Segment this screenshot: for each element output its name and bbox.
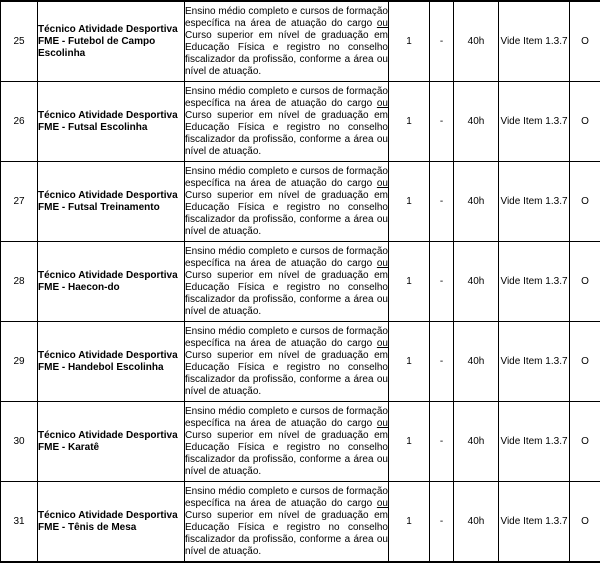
requirements-text-b: Curso superior em nível de graduação em Educação Física e registro no conselho fiscalizador da profissão, conforme a área ou nível de atuação. <box>185 350 388 397</box>
requirements-text-a: Ensino médio completo e cursos de formação específica na área de atuação do cargo <box>185 406 388 429</box>
requirements-text-a: Ensino médio completo e cursos de formação específica na área de atuação do cargo <box>185 246 388 269</box>
salary-reference: Vide Item 1.3.7 <box>499 82 570 162</box>
exam-type: O <box>570 402 600 482</box>
requirements-or: ou <box>377 338 388 349</box>
exam-type: O <box>570 242 600 322</box>
vacancies: 1 <box>389 242 430 322</box>
requirements-cell <box>185 162 389 242</box>
salary-reference: Vide Item 1.3.7 <box>499 322 570 402</box>
salary-reference: Vide Item 1.3.7 <box>499 482 570 563</box>
requirements-cell <box>185 242 389 322</box>
reserved-vacancies: - <box>430 162 454 242</box>
requirements-or: ou <box>377 258 388 269</box>
vacancies: 1 <box>389 1 430 82</box>
position-title: Técnico Atividade Desportiva FME - Handebol Escolinha <box>38 322 185 402</box>
requirements-or: ou <box>377 178 388 189</box>
requirements-text-b: Curso superior em nível de graduação em Educação Física e registro no conselho fiscalizador da profissão, conforme a área ou nível de atuação. <box>185 510 388 557</box>
table-row <box>1 162 600 242</box>
requirements-cell <box>185 1 389 82</box>
row-number: 31 <box>1 482 38 563</box>
table-row <box>1 482 600 563</box>
requirements-text-a: Ensino médio completo e cursos de formação específica na área de atuação do cargo <box>185 86 388 109</box>
table-row <box>1 1 600 82</box>
exam-type: O <box>570 482 600 563</box>
reserved-vacancies: - <box>430 482 454 563</box>
requirements-text-b: Curso superior em nível de graduação em Educação Física e registro no conselho fiscalizador da profissão, conforme a área ou nível de atuação. <box>185 110 388 157</box>
exam-type: O <box>570 82 600 162</box>
workload: 40h <box>454 482 499 563</box>
position-title: Técnico Atividade Desportiva FME - Haecon-do <box>38 242 185 322</box>
workload: 40h <box>454 242 499 322</box>
table-row <box>1 82 600 162</box>
table-row <box>1 402 600 482</box>
requirements-text-a: Ensino médio completo e cursos de formação específica na área de atuação do cargo <box>185 326 388 349</box>
requirements-text-b: Curso superior em nível de graduação em Educação Física e registro no conselho fiscalizador da profissão, conforme a área ou nível de atuação. <box>185 430 388 477</box>
workload: 40h <box>454 1 499 82</box>
salary-reference: Vide Item 1.3.7 <box>499 1 570 82</box>
exam-type: O <box>570 162 600 242</box>
requirements-text-b: Curso superior em nível de graduação em Educação Física e registro no conselho fiscalizador da profissão, conforme a área ou nível de atuação. <box>185 30 388 77</box>
row-number: 29 <box>1 322 38 402</box>
row-number: 27 <box>1 162 38 242</box>
requirements-cell <box>185 482 389 563</box>
workload: 40h <box>454 402 499 482</box>
reserved-vacancies: - <box>430 402 454 482</box>
salary-reference: Vide Item 1.3.7 <box>499 242 570 322</box>
row-number: 26 <box>1 82 38 162</box>
workload: 40h <box>454 82 499 162</box>
requirements-or: ou <box>377 18 388 29</box>
requirements-or: ou <box>377 418 388 429</box>
reserved-vacancies: - <box>430 322 454 402</box>
requirements-cell <box>185 322 389 402</box>
requirements-or: ou <box>377 498 388 509</box>
exam-type: O <box>570 1 600 82</box>
workload: 40h <box>454 162 499 242</box>
requirements-text-a: Ensino médio completo e cursos de formação específica na área de atuação do cargo <box>185 6 388 29</box>
row-number: 28 <box>1 242 38 322</box>
requirements-cell <box>185 402 389 482</box>
position-title: Técnico Atividade Desportiva FME - Karatê <box>38 402 185 482</box>
reserved-vacancies: - <box>430 1 454 82</box>
reserved-vacancies: - <box>430 82 454 162</box>
position-title: Técnico Atividade Desportiva FME - Tênis de Mesa <box>38 482 185 563</box>
exam-type: O <box>570 322 600 402</box>
reserved-vacancies: - <box>430 242 454 322</box>
vacancies: 1 <box>389 482 430 563</box>
row-number: 30 <box>1 402 38 482</box>
requirements-text-a: Ensino médio completo e cursos de formação específica na área de atuação do cargo <box>185 486 388 509</box>
requirements-text-b: Curso superior em nível de graduação em Educação Física e registro no conselho fiscalizador da profissão, conforme a área ou nível de atuação. <box>185 270 388 317</box>
table-row <box>1 242 600 322</box>
requirements-text-b: Curso superior em nível de graduação em Educação Física e registro no conselho fiscalizador da profissão, conforme a área ou nível de atuação. <box>185 190 388 237</box>
requirements-cell <box>185 82 389 162</box>
workload: 40h <box>454 322 499 402</box>
salary-reference: Vide Item 1.3.7 <box>499 402 570 482</box>
vacancies: 1 <box>389 322 430 402</box>
vacancies: 1 <box>389 82 430 162</box>
requirements-text-a: Ensino médio completo e cursos de formação específica na área de atuação do cargo <box>185 166 388 189</box>
position-title: Técnico Atividade Desportiva FME - Futsal Treinamento <box>38 162 185 242</box>
row-number: 25 <box>1 1 38 82</box>
table-row <box>1 322 600 402</box>
vacancies: 1 <box>389 162 430 242</box>
position-title: Técnico Atividade Desportiva FME - Futsal Escolinha <box>38 82 185 162</box>
salary-reference: Vide Item 1.3.7 <box>499 162 570 242</box>
vacancies: 1 <box>389 402 430 482</box>
requirements-or: ou <box>377 98 388 109</box>
position-title: Técnico Atividade Desportiva FME - Futebol de Campo Escolinha <box>38 1 185 82</box>
